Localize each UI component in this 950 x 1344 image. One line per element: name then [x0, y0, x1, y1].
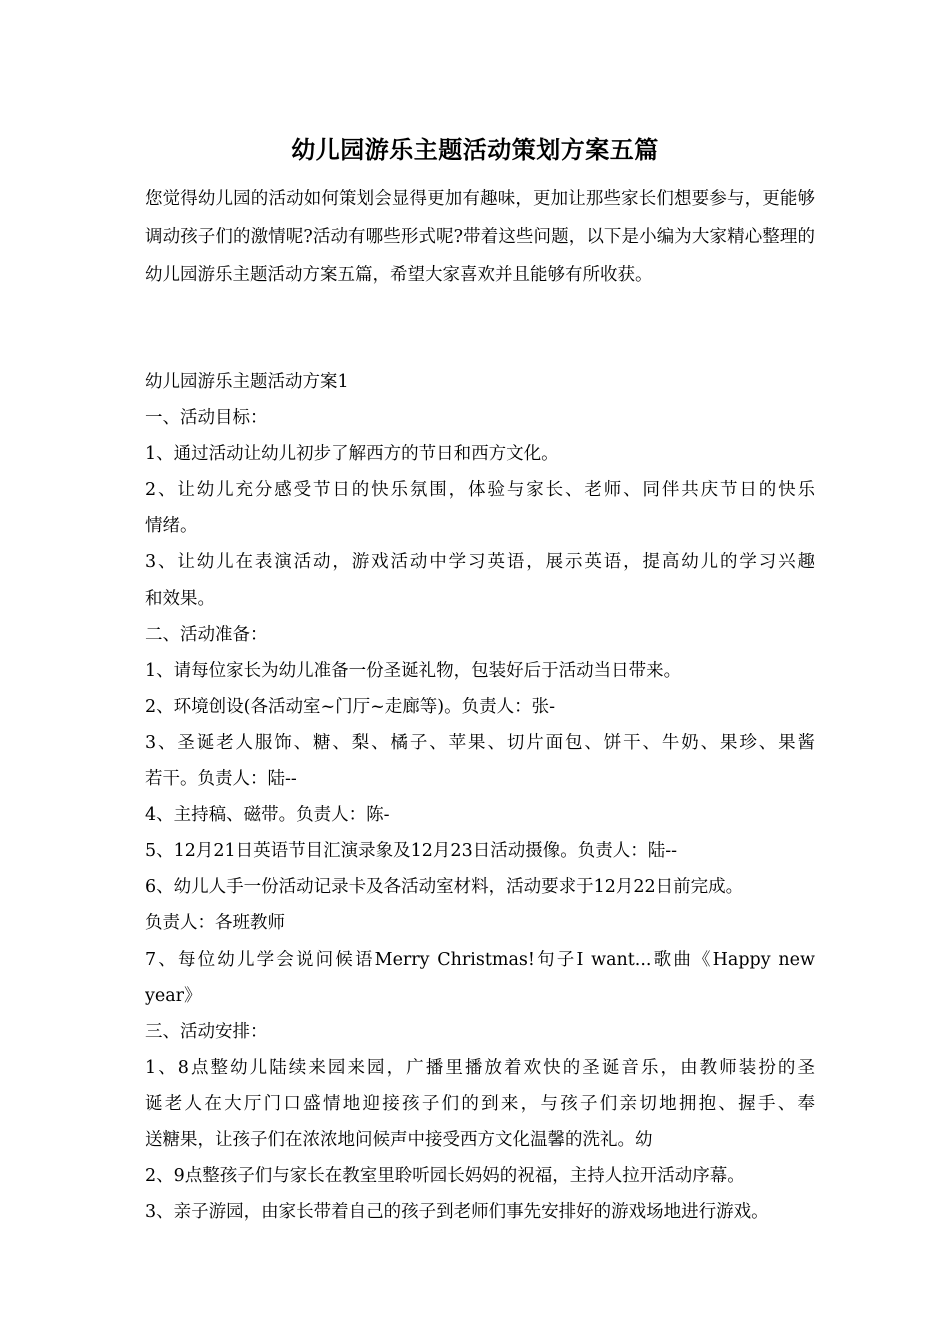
section-heading: 幼儿园游乐主题活动方案1 [145, 372, 349, 392]
text-line: 2、环境创设(各活动室~门厅~走廊等)。负责人：张- [145, 696, 556, 717]
text-line: 1、8点整幼儿陆续来园来园，广播里播放着欢快的圣诞音乐，由教师装扮的圣 [145, 1057, 815, 1078]
text-line: 6、幼儿人手一份活动记录卡及各活动室材料，活动要求于12月22日前完成。 [145, 877, 744, 898]
text-line: 3、圣诞老人服饰、糖、梨、橘子、苹果、切片面包、饼干、牛奶、果珍、果酱 [145, 732, 815, 753]
text-line: 3、亲子游园，由家长带着自己的孩子到老师们事先安排好的游戏场地进行游戏。 [145, 1202, 769, 1223]
text-line: 7、每位幼儿学会说问候语Merry Christmas!句子I want...歌曲《Happy new [145, 949, 815, 970]
text-line: 1、请每位家长为幼儿准备一份圣诞礼物，包装好后于活动当日带来。 [145, 660, 682, 681]
text-line: 情绪。 [145, 516, 198, 537]
subsection-heading: 二、活动准备： [145, 624, 268, 645]
text-line: 和效果。 [145, 588, 215, 609]
subsection-heading: 一、活动目标： [145, 408, 268, 429]
text-line: 1、通过活动让幼儿初步了解西方的节日和西方文化。 [145, 444, 559, 465]
text-line: 若干。负责人：陆-- [145, 769, 297, 790]
text-line: 2、9点整孩子们与家长在教室里聆听园长妈妈的祝福，主持人拉开活动序幕。 [145, 1166, 745, 1187]
text-line: 负责人：各班教师 [145, 913, 285, 934]
text-line: 2、让幼儿充分感受节日的快乐氛围，体验与家长、老师、同伴共庆节日的快乐 [145, 480, 815, 501]
text-line: 诞老人在大厅门口盛情地迎接孩子们的到来，与孩子们亲切地拥抱、握手、奉 [145, 1093, 815, 1114]
text-line: 3、让幼儿在表演活动，游戏活动中学习英语，展示英语，提高幼儿的学习兴趣 [145, 552, 815, 573]
subsection-heading: 三、活动安排： [145, 1021, 268, 1042]
document-body [145, 364, 815, 1230]
text-line: 送糖果，让孩子们在浓浓地问候声中接受西方文化温馨的洗礼。幼 [145, 1129, 653, 1150]
text-line: 5、12月21日英语节目汇演录象及12月23日活动摄像。负责人：陆-- [145, 841, 678, 862]
text-line: year》 [145, 985, 202, 1006]
text-line: 4、主持稿、磁带。负责人：陈- [145, 805, 390, 826]
intro-paragraph: 您觉得幼儿园的活动如何策划会显得更加有趣味，更加让那些家长们想要参与，更能够调动孩子们的激情呢?活动有哪些形式呢?带着这些问题，以下是小编为大家精心整理的幼儿园游乐主题活动方案五篇，希望大家喜欢并且能够有所收获。 [145, 189, 815, 285]
page-title: 幼儿园游乐主题活动策划方案五篇 [291, 135, 659, 164]
